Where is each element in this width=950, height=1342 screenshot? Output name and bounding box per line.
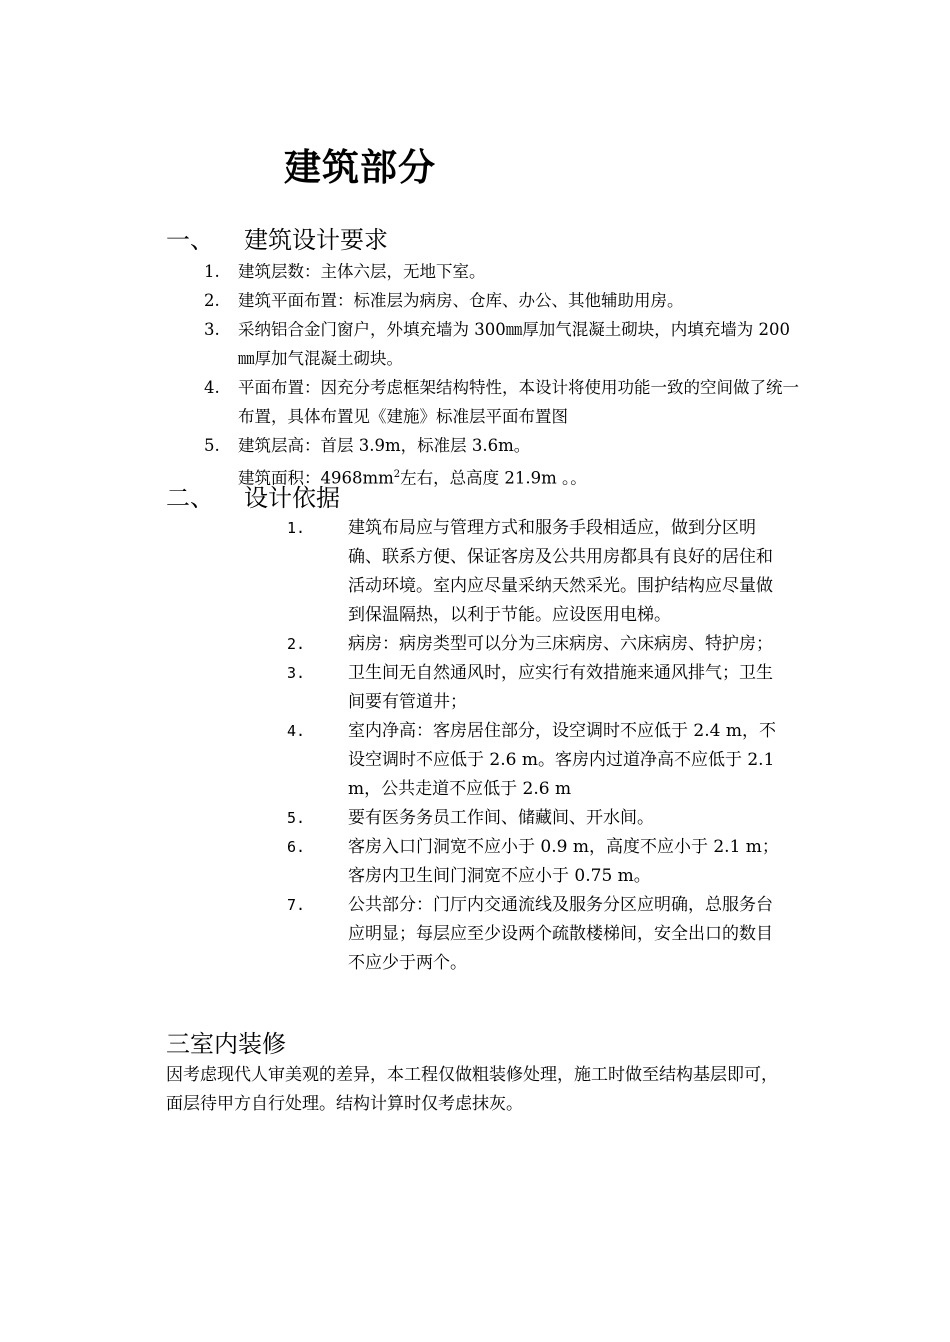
section1-list — [200, 257, 800, 493]
section2-heading-text: 设计依据 — [244, 484, 340, 512]
list-item — [285, 659, 805, 717]
list-item-number: 2. — [204, 291, 220, 310]
list-item-number: 7. — [287, 896, 306, 914]
list-item-number: 5. — [204, 436, 220, 455]
list-item-text: 病房：病房类型可以分为三床病房、六床病房、特护房； — [348, 634, 773, 654]
list-item-text: 室内净高：客房居住部分，设空调时不应低于 2.4 m，不设空调时不应低于 2.6 m。客房内过道净高不应低于 2.1 m，公共走道不应低于 2.6 m — [348, 721, 776, 799]
list-item-number: 4. — [287, 722, 306, 740]
list-item-number: 6. — [287, 838, 306, 856]
list-item-text: 建筑平面布置：标准层为病房、仓库、办公、其他辅助用房。 — [238, 291, 684, 310]
section1-number: 一、 — [166, 226, 214, 254]
list-item-text: 采纳铝合金门窗户，外填充墙为 300㎜厚加气混凝土砌块，内填充墙为 200㎜厚加气混凝土砌块。 — [238, 320, 790, 368]
list-item-text: 建筑层数：主体六层，无地下室。 — [238, 262, 486, 281]
section1-heading-text: 建筑设计要求 — [244, 226, 388, 254]
list-item — [285, 514, 805, 630]
superscript-two: 2 — [393, 469, 401, 480]
list-item-text: 建筑布局应与管理方式和服务手段相适应，做到分区明确、联系方便、保证客房及公共用房都具有良好的居住和活动环境。室内应尽量采纳天然采光。围护结构应尽量做到保温隔热，以利于节能。应设医用电梯。 — [348, 518, 773, 625]
list-item-number: 2. — [287, 635, 306, 653]
list-item-number: 3. — [204, 320, 220, 339]
list-item — [200, 315, 800, 373]
list-item-number: 3. — [287, 664, 306, 682]
list-item — [285, 804, 805, 833]
list-item-text: 建筑层高：首层 3.9m，标准层 3.6m。 — [238, 436, 531, 455]
list-item — [285, 891, 805, 978]
list-item-text: 平面布置：因充分考虑框架结构特性，本设计将使用功能一致的空间做了统一布置，具体布置见《建施》标准层平面布置图 — [238, 378, 799, 426]
list-item-text: 卫生间无自然通风时，应实行有效措施来通风排气；卫生间要有管道井； — [348, 663, 773, 712]
section2-list — [285, 514, 805, 978]
list-item-number: 1. — [287, 519, 306, 537]
building-area-suffix: 左右，总高度 21.9m 。。 — [400, 468, 587, 488]
list-item — [200, 286, 800, 315]
list-item — [285, 717, 805, 804]
section3-heading: 三室内装修 — [166, 1030, 286, 1058]
list-item-number: 4. — [204, 378, 220, 397]
list-item — [200, 431, 800, 460]
list-item — [200, 373, 800, 431]
section2-number: 二、 — [166, 484, 214, 512]
section2-heading — [166, 483, 340, 513]
list-item-number: 5. — [287, 809, 306, 827]
list-item-text: 客房入口门洞宽不应小于 0.9 m，高度不应小于 2.1 m；客房内卫生间门洞宽不应小于 0.75 m。 — [348, 837, 779, 886]
section1-heading — [166, 225, 388, 255]
list-item — [285, 630, 805, 659]
list-item-number: 1. — [204, 262, 220, 281]
building-area-prefix: 建筑面积：4968mm — [238, 468, 394, 488]
list-item-text: 公共部分：门厅内交通流线及服务分区应明确，总服务台应明显；每层应至少设两个疏散楼梯间，安全出口的数目不应少于两个。 — [348, 895, 773, 973]
list-item-text: 要有医务务员工作间、储藏间、开水间。 — [348, 808, 654, 828]
section3-paragraph: 因考虑现代人审美观的差异，本工程仅做粗装修处理，施工时做至结构基层即可，面层待甲方自行处理。结构计算时仅考虑抹灰。 — [166, 1065, 778, 1114]
page-title: 建筑部分 — [284, 146, 436, 189]
list-item — [285, 833, 805, 891]
list-item — [200, 257, 800, 286]
